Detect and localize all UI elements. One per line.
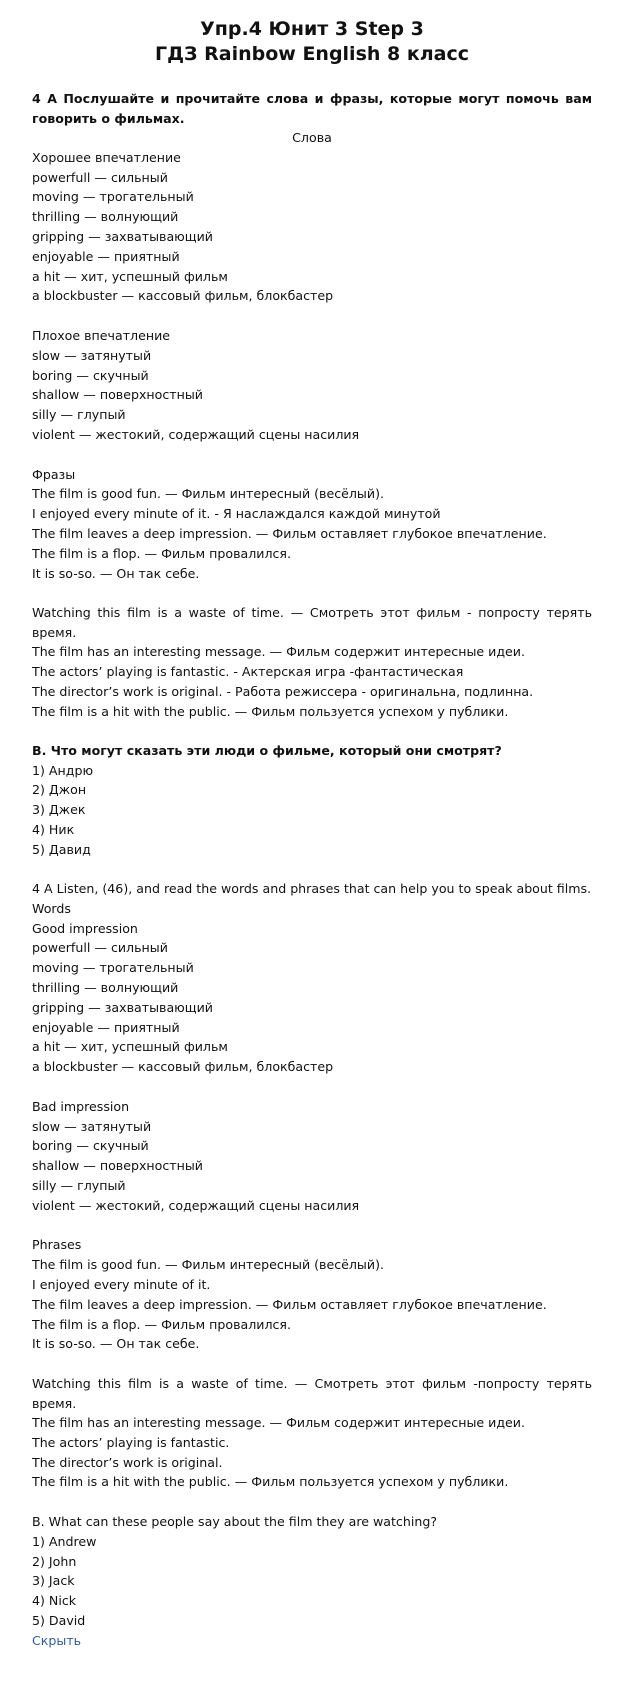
spacer (32, 583, 592, 603)
spacer (32, 721, 592, 741)
list-item: gripping — захватывающий (32, 228, 213, 244)
list-item: 1) Андрю (32, 762, 94, 778)
list-item: 3) Джек (32, 802, 86, 818)
list-item: 4) Nick (32, 1593, 77, 1609)
spacer (32, 1492, 592, 1512)
list-item: gripping — захватывающий (32, 999, 213, 1015)
bad-impression-heading-en: Bad impression (32, 1098, 130, 1114)
list-item: silly — глупый (32, 407, 126, 423)
spacer (32, 1216, 592, 1236)
bad-impression-heading-ru: Плохое впечатление (32, 327, 170, 343)
list-item: The film is a hit with the public. — Фильм пользуется успехом у публики. (32, 703, 509, 719)
list-item: The film is a flop. — Фильм провалился. (32, 545, 292, 561)
list-item: 5) David (32, 1612, 86, 1628)
list-item: thrilling — волнующий (32, 209, 179, 225)
list-item: a blockbuster — кассовый фильм, блокбастер (32, 1059, 334, 1075)
list-item: violent — жестокий, содержащий сцены насилия (32, 426, 360, 442)
list-item: enjoyable — приятный (32, 248, 180, 264)
list-item: The film leaves a deep impression. — Фильм оставляет глубокое впечатление. (32, 1296, 547, 1312)
list-item: powerfull — сильный (32, 940, 168, 956)
list-item: The film has an interesting message. — Фильм содержит интересные идеи. (32, 1415, 525, 1431)
list-item: violent — жестокий, содержащий сцены насилия (32, 1197, 360, 1213)
task-a-question-en: 4 A Listen, (46), and read the words and phrases that can help you to speak about films. (32, 881, 592, 897)
list-item: Watching this film is a waste of time. — Смотреть этот фильм -попросту терять время. (32, 1376, 592, 1411)
spacer (32, 860, 592, 880)
words-heading-ru: Слова (292, 130, 332, 145)
english-section (32, 879, 592, 1650)
list-item: The actors’ playing is fantastic. - Актерская игра -фантастическая (32, 663, 464, 679)
list-item: The film has an interesting message. — Фильм содержит интересные идеи. (32, 644, 525, 660)
list-item: silly — глупый (32, 1178, 126, 1194)
list-item: The film is a hit with the public. — Фильм пользуется успехом у публики. (32, 1474, 509, 1490)
hide-link[interactable]: Скрыть (32, 1632, 82, 1648)
list-item: I enjoyed every minute of it. - Я наслаждался каждой минутой (32, 506, 441, 522)
list-item: It is so-so. — Он так себе. (32, 1336, 200, 1352)
page-title-line-2: ГДЗ Rainbow English 8 класс (154, 43, 470, 65)
task-b-question-ru: B. Что могут сказать эти люди о фильме, который они смотрят? (32, 743, 502, 759)
list-item: The director’s work is original. - Работа режиссера - оригинальна, подлинна. (32, 683, 534, 699)
list-item: moving — трогательный (32, 189, 194, 205)
list-item: shallow — поверхностный (32, 1158, 203, 1174)
list-item: The film is good fun. — Фильм интересный (весёлый). (32, 486, 384, 502)
russian-section (32, 89, 592, 860)
spacer (32, 445, 592, 465)
list-item: slow — затянутый (32, 347, 152, 363)
list-item: It is so-so. — Он так себе. (32, 565, 200, 581)
page-title-line-1: Упр.4 Юнит 3 Step 3 (200, 18, 424, 40)
list-item: enjoyable — приятный (32, 1019, 180, 1035)
list-item: shallow — поверхностный (32, 387, 203, 403)
list-item: boring — скучный (32, 367, 149, 383)
list-item: 2) John (32, 1553, 77, 1569)
list-item: The actors’ playing is fantastic. (32, 1434, 230, 1450)
words-heading-en: Words (32, 900, 71, 916)
list-item: boring — скучный (32, 1138, 149, 1154)
list-item: powerfull — сильный (32, 169, 168, 185)
phrases-heading-en: Phrases (32, 1237, 82, 1253)
list-item: The director’s work is original. (32, 1454, 223, 1470)
spacer (32, 1354, 592, 1374)
list-item: Watching this film is a waste of time. — Смотреть этот фильм - попросту терять время. (32, 605, 592, 640)
good-impression-heading-ru: Хорошее впечатление (32, 149, 181, 165)
list-item: I enjoyed every minute of it. (32, 1277, 211, 1293)
list-item: 1) Andrew (32, 1533, 97, 1549)
phrases-heading-ru: Фразы (32, 466, 76, 482)
list-item: 3) Jack (32, 1573, 75, 1589)
list-item: The film leaves a deep impression. — Фильм оставляет глубокое впечатление. (32, 525, 547, 541)
list-item: 2) Джон (32, 782, 87, 798)
list-item: a blockbuster — кассовый фильм, блокбастер (32, 288, 334, 304)
list-item: thrilling — волнующий (32, 980, 179, 996)
list-item: moving — трогательный (32, 960, 194, 976)
task-a-question-ru: 4 А Послушайте и прочитайте слова и фразы, которые могут помочь вам говорить о фильмах. (32, 91, 592, 126)
task-b-question-en: B. What can these people say about the film they are watching? (32, 1514, 437, 1529)
list-item: The film is a flop. — Фильм провалился. (32, 1316, 292, 1332)
list-item: 5) Давид (32, 841, 91, 857)
spacer (32, 306, 592, 326)
spacer (32, 1077, 592, 1097)
list-item: slow — затянутый (32, 1118, 152, 1134)
good-impression-heading-en: Good impression (32, 920, 138, 936)
list-item: The film is good fun. — Фильм интересный (весёлый). (32, 1257, 384, 1273)
list-item: a hit — хит, успешный фильм (32, 268, 228, 284)
list-item: a hit — хит, успешный фильм (32, 1039, 228, 1055)
page-title (32, 17, 592, 67)
list-item: 4) Ник (32, 822, 75, 837)
